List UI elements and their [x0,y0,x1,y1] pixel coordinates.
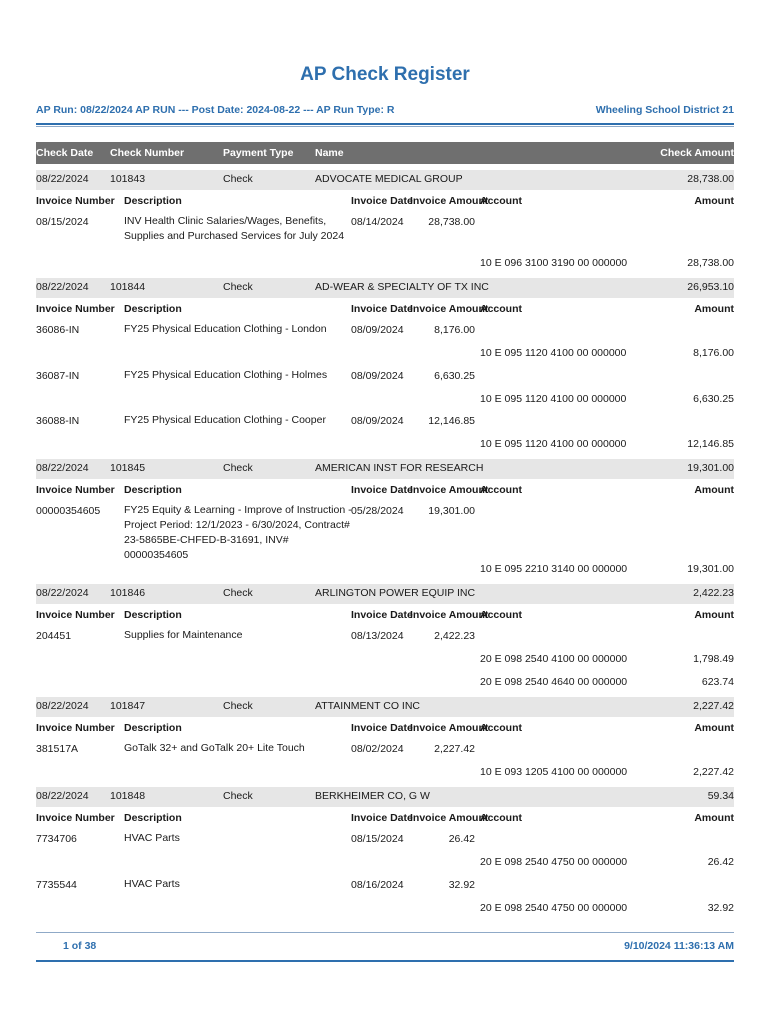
invoice-amount: 28,738.00 [428,216,475,228]
invoice-description: FY25 Physical Education Clothing - London [124,323,327,335]
footer-rule-thin [36,932,734,933]
subhead-invoice-number: Invoice Number [36,609,115,621]
invoice-amount: 2,227.42 [434,743,475,755]
col-check-number: Check Number [110,147,185,159]
print-timestamp: 9/10/2024 11:36:13 AM [624,940,734,952]
invoice-amount: 26.42 [448,833,475,845]
invoice-amount: 12,146.85 [428,415,475,427]
check-date: 08/22/2024 [36,281,89,293]
col-check-date: Check Date [36,147,94,159]
invoice-description: FY25 Equity & Learning - Improve of Instruction - Project Period: 12/1/2023 - 6/30/2024, Contract# 23-5865BE-CHFED-B-31691, INV# 00000354605 [124,504,352,561]
subhead-invoice-amount: Invoice Amount [410,609,489,621]
invoice-amount: 19,301.00 [428,505,475,517]
account-code: 20 E 098 2540 4750 00 000000 [480,902,628,914]
col-payment-type: Payment Type [223,147,294,159]
col-check-amount: Check Amount [660,147,734,159]
invoice-description: FY25 Physical Education Clothing - Holmes [124,369,328,381]
subhead-invoice-date: Invoice Date [351,812,413,824]
account-code: 10 E 093 1205 4100 00 000000 [480,766,628,778]
check-number: 101844 [110,281,146,293]
subhead-description: Description [124,722,182,734]
subhead-amount: Amount [694,609,734,621]
invoice-number: 381517A [36,743,79,755]
subhead-account: Account [480,609,522,621]
subhead-invoice-date: Invoice Date [351,722,413,734]
subhead-account: Account [480,303,522,315]
check-amount: 59.34 [707,790,734,802]
header-rule [36,123,734,125]
subhead-invoice-amount: Invoice Amount [410,722,489,734]
invoice-description: FY25 Physical Education Clothing - Cooper [124,414,326,426]
invoice-date: 08/16/2024 [351,879,404,891]
subhead-invoice-amount: Invoice Amount [410,195,489,207]
payee-name: AD-WEAR & SPECIALTY OF TX INC [315,281,489,293]
check-amount: 19,301.00 [687,462,734,474]
invoice-description: GoTalk 32+ and GoTalk 20+ Lite Touch [124,742,305,754]
invoice-date: 08/14/2024 [351,216,404,228]
invoice-description: HVAC Parts [124,832,180,844]
invoice-number: 7735544 [36,879,77,891]
check-date: 08/22/2024 [36,462,89,474]
subhead-invoice-number: Invoice Number [36,484,115,496]
payee-name: ARLINGTON POWER EQUIP INC [315,587,476,599]
line-amount: 12,146.85 [687,438,734,450]
invoice-number: 00000354605 [36,505,101,517]
subhead-amount: Amount [694,722,734,734]
subhead-invoice-amount: Invoice Amount [410,484,489,496]
invoice-number: 7734706 [36,833,77,845]
invoice-date: 08/13/2024 [351,630,404,642]
subhead-account: Account [480,722,522,734]
column-header-row [36,142,734,164]
account-code: 10 E 095 1120 4100 00 000000 [480,347,627,359]
check-date: 08/22/2024 [36,700,89,712]
subhead-amount: Amount [694,195,734,207]
subhead-amount: Amount [694,484,734,496]
account-code: 10 E 095 1120 4100 00 000000 [480,438,627,450]
page-number: 1 of 38 [63,940,97,952]
invoice-date: 08/15/2024 [351,833,404,845]
account-code: 10 E 096 3100 3190 00 000000 [480,257,628,269]
subhead-description: Description [124,195,182,207]
account-code: 10 E 095 1120 4100 00 000000 [480,393,627,405]
check-amount: 26,953.10 [687,281,734,293]
subhead-description: Description [124,303,182,315]
footer-rule [36,960,734,962]
check-amount: 2,422.23 [693,587,734,599]
subhead-invoice-number: Invoice Number [36,195,115,207]
subhead-account: Account [480,812,522,824]
check-number: 101843 [110,173,146,185]
line-amount: 28,738.00 [687,257,734,269]
payee-name: ATTAINMENT CO INC [315,700,420,712]
invoice-number: 36086-IN [36,324,80,336]
line-amount: 623.74 [701,676,734,688]
account-code: 20 E 098 2540 4750 00 000000 [480,856,628,868]
line-amount: 2,227.42 [693,766,734,778]
check-date: 08/22/2024 [36,587,89,599]
subhead-invoice-amount: Invoice Amount [410,303,489,315]
invoice-number: 36087-IN [36,370,80,382]
subhead-invoice-amount: Invoice Amount [410,812,489,824]
invoice-date: 08/09/2024 [351,415,404,427]
payee-name: AMERICAN INST FOR RESEARCH [315,462,484,474]
subhead-amount: Amount [694,303,734,315]
page-title: AP Check Register [300,64,470,85]
line-amount: 19,301.00 [687,563,734,575]
payee-name: BERKHEIMER CO, G W [315,790,430,802]
check-date: 08/22/2024 [36,790,89,802]
check-number: 101845 [110,462,146,474]
payment-type: Check [223,173,253,185]
check-amount: 28,738.00 [687,173,734,185]
subhead-invoice-date: Invoice Date [351,195,413,207]
subhead-invoice-number: Invoice Number [36,303,115,315]
run-info-bar [36,104,734,116]
payee-name: ADVOCATE MEDICAL GROUP [315,173,463,185]
col-name: Name [315,147,344,159]
subhead-invoice-date: Invoice Date [351,484,413,496]
subhead-account: Account [480,195,522,207]
invoice-amount: 8,176.00 [434,324,475,336]
run-info: AP Run: 08/22/2024 AP RUN --- Post Date: 2024-08-22 --- AP Run Type: R [36,104,395,116]
invoice-description: Supplies for Maintenance [124,629,243,641]
subhead-invoice-number: Invoice Number [36,722,115,734]
account-code: 20 E 098 2540 4640 00 000000 [480,676,628,688]
invoice-date: 08/02/2024 [351,743,404,755]
payment-type: Check [223,700,253,712]
subhead-invoice-date: Invoice Date [351,609,413,621]
invoice-number: 204451 [36,630,72,642]
payment-type: Check [223,790,253,802]
subhead-description: Description [124,812,182,824]
invoice-description: INV Health Clinic Salaries/Wages, Benefits, Supplies and Purchased Services for July 2024 [124,215,345,242]
check-number: 101846 [110,587,146,599]
invoice-number: 08/15/2024 [36,216,89,228]
invoice-amount: 32.92 [448,879,475,891]
invoice-date: 05/28/2024 [351,505,404,517]
invoice-number: 36088-IN [36,415,80,427]
line-amount: 6,630.25 [693,393,734,405]
invoice-description: HVAC Parts [124,878,180,890]
subhead-description: Description [124,484,182,496]
subhead-description: Description [124,609,182,621]
payment-type: Check [223,587,253,599]
subhead-invoice-date: Invoice Date [351,303,413,315]
subhead-amount: Amount [694,812,734,824]
invoice-date: 08/09/2024 [351,370,404,382]
district-name: Wheeling School District 21 [595,104,734,116]
invoice-date: 08/09/2024 [351,324,404,336]
subhead-account: Account [480,484,522,496]
check-number: 101847 [110,700,146,712]
payment-type: Check [223,281,253,293]
line-amount: 26.42 [707,856,734,868]
account-code: 20 E 098 2540 4100 00 000000 [480,653,628,665]
check-amount: 2,227.42 [693,700,734,712]
payment-type: Check [223,462,253,474]
subhead-invoice-number: Invoice Number [36,812,115,824]
line-amount: 8,176.00 [693,347,734,359]
check-number: 101848 [110,790,146,802]
account-code: 10 E 095 2210 3140 00 000000 [480,563,628,575]
header-rule-thin [36,126,734,127]
check-date: 08/22/2024 [36,173,89,185]
invoice-amount: 2,422.23 [434,630,475,642]
line-amount: 32.92 [707,902,734,914]
line-amount: 1,798.49 [693,653,734,665]
invoice-amount: 6,630.25 [434,370,475,382]
